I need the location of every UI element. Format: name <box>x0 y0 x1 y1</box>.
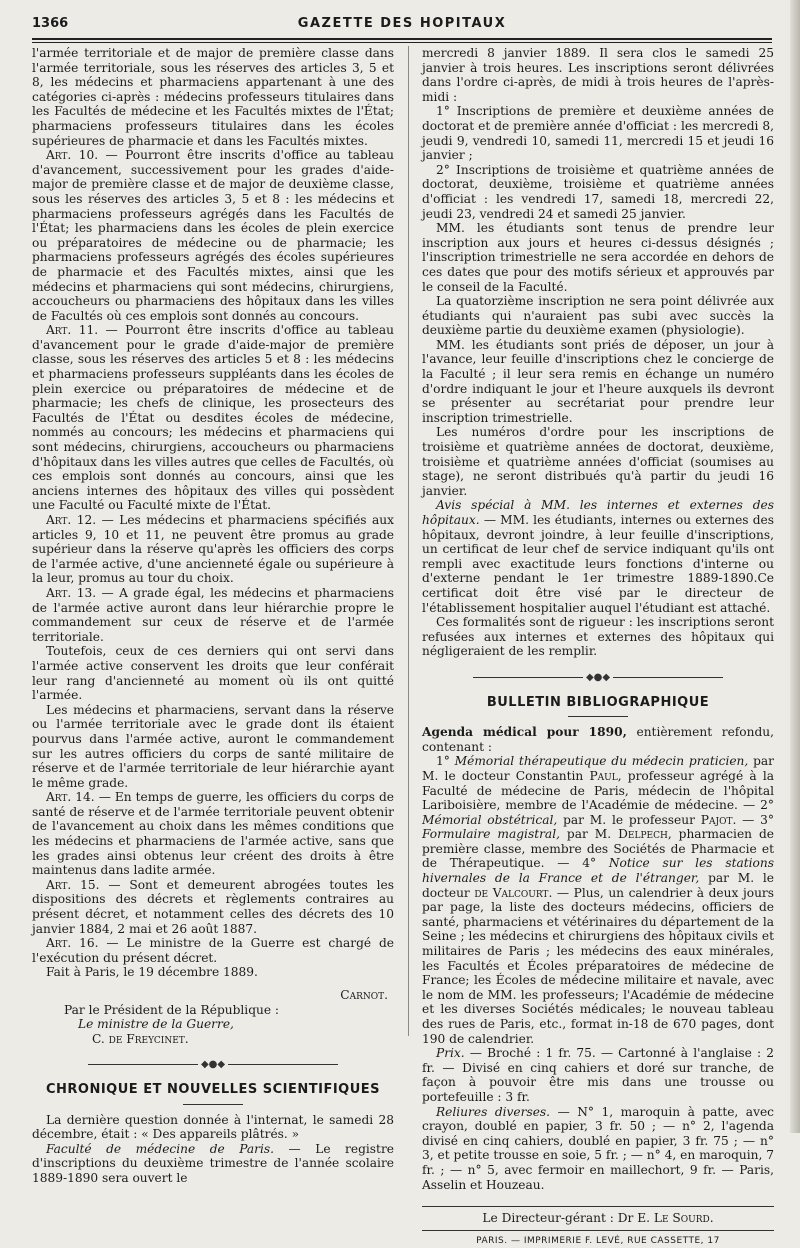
minister-surname: Freycinet. <box>122 1031 189 1046</box>
reliures-text: — N° 1, maroquin à patte, avec crayon, doublé en papier, 3 fr. 50 ; — n° 2, l'agenda divisé en cinq cahiers, doublé en papier, 3 fr. 75 ; — n° 3, et petite trousse en soie, 5 fr. ; — n° 4, en maroquin, 7 fr. ; — n° 5, avec fermoir en maillechort, 9 fr. — Paris, Asselin et Houzeau. <box>422 1104 775 1192</box>
article-13 <box>32 586 394 644</box>
agenda-item-by: par M. le docteur Constantin <box>422 754 774 783</box>
minister-title: Le ministre de la Guerre, <box>78 1017 234 1032</box>
chronique-paragraph: La dernière question donnée à l'internat, le samedi 28 décembre, était : « Des appareils plâtrés. » <box>32 1112 394 1142</box>
paragraph-formalites: Ces formalités sont de rigueur : les inscriptions seront refusées aux internes et externes des hôpitaux qui négligeraient de les remplir. <box>422 615 774 659</box>
chronique-heading: CHRONIQUE ET NOUVELLES SCIENTIFIQUES <box>45 1081 381 1097</box>
agenda-item-author: de Valcourt <box>474 885 549 900</box>
article-label: Art. 13. <box>46 585 97 600</box>
article-label: Art. 12. <box>46 513 97 527</box>
agenda-item-author: Delpech <box>618 827 668 842</box>
agenda-item-title: Formulaire magistral, <box>422 827 560 842</box>
paragraph-continuation: mercredi 8 janvier 1889. Il sera clos le samedi 25 janvier à trois heures. Les inscriptions seront délivrées dans l'ordre ci-après, de midi à trois heures de l'après-midi : <box>422 46 774 104</box>
agenda-item-author: Pajot <box>700 812 733 827</box>
agenda-item-rest: , professeur agrégé à la Faculté de médecine de Paris, médecin de l'hôpital Lariboisière, membre de l'Académie de médecine. — 2° <box>422 768 774 813</box>
avis-label: Avis spécial à MM. les internes et externes des hôpitaux. <box>422 498 774 527</box>
gerant-prefix: Le Directeur-gérant : Dr E. <box>482 1211 654 1226</box>
gerant-suffix: . <box>709 1211 714 1226</box>
agenda-item-prefix: 1° <box>436 754 455 769</box>
paragraph-intro: l'armée territoriale et de major de première classe dans l'armée territoriale, sous les réserves des articles 3, 5 et 8, les médecins et pharmaciens appartenant à une des catégories ci-après : médecins professeurs titulaires dans les Facultés de médecine et les Facultés mixtes de l'État; pharmaciens professeurs titulaires dans les écoles supérieures de pharmacie et dans les Facultés mixtes. <box>32 46 394 148</box>
article-text: — A grade égal, les médecins et pharmaciens de l'armée active auront dans leur hiérarchie propre le commandement sur ceux de réserve et de l'armée territoriale. <box>32 585 394 644</box>
paragraph-order-numbers: Les numéros d'ordre pour les inscriptions de troisième et quatrième années de doctorat, deuxième, troisième et quatrième années d'officiat (soumises au stage), ne seront distribués qu'à partir du jeudi 16 janvier. <box>422 425 774 498</box>
article-text: — Pourront être inscrits d'office au tableau d'avancement pour le grade d'aide-major de première classe, sous les réserves des articles 5 et 8 : les médecins et pharmaciens professeurs suppléants dans les écoles de plein exercice ou préparatoires de médecine et de pharmacie; les chefs de clinique, les prosecteurs des Facultés de l'État ou desdites écoles de médecine, nommés au concours; les médecins et pharmaciens qui sont médecins, chirurgiens, accoucheurs ou pharmaciens d'hôpitaux dans les villes autres que celles de Facultés, où ces emplois sont donnés au concours, ainsi que les anciens internes des hôpitaux des villes qui possèdent une Faculté ou Faculté mixte de l'État. <box>32 323 394 513</box>
agenda-item-author: Paul <box>589 768 618 783</box>
paragraph-inscriptions-2: 2° Inscriptions de troisième et quatrième années de doctorat, deuxième, troisième et quatrième années d'officiat : les vendredi 17, samedi 18, mercredi 22, jeudi 23, vendredi 24 et samedi 25 janvier. <box>422 162 774 221</box>
directeur-gerant-line <box>422 1211 774 1226</box>
heading-rule <box>568 716 628 717</box>
article-10 <box>32 148 394 323</box>
article-15 <box>32 878 394 936</box>
article-label: Art. 16. <box>46 936 99 951</box>
faculte-text: — Le registre d'inscriptions du deuxième trimestre de l'année scolaire 1889-1890 sera ouvert le <box>32 1141 394 1185</box>
journal-title: GAZETTE DES HOPITAUX <box>297 16 507 31</box>
agenda-label: Agenda médical pour 1890, <box>422 725 627 740</box>
header-rule <box>32 38 772 43</box>
prix-text: — Broché : 1 fr. 75. — Cartonné à l'anglaise : 2 fr. — Divisé en cinq cahiers et doré sur tranche, de façon à pouvoir être mis dans une trousse ou portefeuille : 3 fr. <box>422 1046 774 1104</box>
article-11 <box>32 323 394 513</box>
agenda-item-rest: . — 3° <box>732 812 774 827</box>
agenda-item-title: Notice sur les stations hivernales de la France et de l'étranger, <box>422 856 774 886</box>
agenda-item-by: par M. <box>559 827 619 842</box>
article-label: Art. 10. <box>46 148 99 163</box>
page-number: 1366 <box>32 16 69 31</box>
section-ornament: ◆●◆ <box>32 1058 394 1073</box>
article-label: Art. 14. <box>46 790 95 805</box>
agenda-item-title: Mémorial obstétrical, <box>422 812 558 827</box>
minister-name <box>32 1032 394 1047</box>
gerant-name: Le Sourd <box>653 1211 710 1226</box>
minister-particle: de <box>108 1031 123 1046</box>
paragraph-students-required: MM. les étudiants sont tenus de prendre leur inscription aux jours et heures ci-dessus désignés ; l'inscription trimestrielle ne sera accordée en dehors de ces dates que pour des motifs sérieux et approuvés par le conseil de la Faculté. <box>422 221 774 294</box>
agenda-item-by: par M. le professeur <box>557 812 701 827</box>
by-president-line: Par le Président de la République : <box>64 1002 280 1017</box>
prix-label: Prix. <box>436 1046 465 1061</box>
paragraph-deposit: MM. les étudiants sont priés de déposer, un jour à l'avance, leur feuille d'inscriptions chez le concierge de la Faculté ; il leur sera remis en échange un numéro d'ordre indiquant le jour et l'heure auxquels ils devront se présenter au secrétariat pour prendre leur inscription trimestrielle. <box>422 337 774 425</box>
agenda-item-rest: . — Plus, un calendrier à deux jours par page, la liste des docteurs médecins, officiers de santé, pharmaciens et vétérinaires du département de la Seine ; les médecins et chirurgiens des hôpitaux civils et militaires de Paris ; les médecins des eaux minérales, les Facultés et Écoles préparatoires de médecine de France; les Écoles de médecine militaire et navale, avec le nom de MM. les professeurs; l'Académie de médecine et les diverses Sociétés médicales; le nouveau tableau des rues de Paris, etc., format in-18 de 670 pages, dont 190 de calendrier. <box>422 885 774 1046</box>
bulletin-heading: BULLETIN BIBLIOGRAPHIQUE <box>486 694 710 710</box>
article-text: — Sont et demeurent abrogées toutes les dispositions des décrets et règlements contraires au présent décret, et notamment celles des décrets des 10 janvier 1884, 2 mai et 26 août 1887. <box>32 877 394 936</box>
page-edge-shadow <box>790 0 800 1133</box>
printer-imprint: PARIS. — IMPRIMERIE F. LEVÉ, RUE CASSETTE, 17 <box>422 1230 774 1248</box>
article-14 <box>32 790 394 878</box>
article-16 <box>32 936 394 965</box>
paragraph-inscriptions-1: 1° Inscriptions de première et deuxième années de doctorat et de première année d'officiat : les mercredi 8, jeudi 9, vendredi 10, samedi 11, mercredi 15 et jeudi 16 janvier ; <box>422 104 774 163</box>
paragraph-prix <box>422 1046 774 1104</box>
article-label: Art. 11. <box>46 323 99 338</box>
footer-rule <box>422 1206 774 1207</box>
paragraph-toutefois: Toutefois, ceux de ces derniers qui ont servi dans l'armée active conservent les droits que leur conférait leur rang d'ancienneté au moment où ils ont quitté l'armée. <box>32 644 394 703</box>
article-text: — Les médecins et pharmaciens spécifiés aux articles 9, 10 et 11, ne peuvent être promus au grade supérieur dans la réserve qu'après les officiers des corps de l'armée active, d'une ancienneté égale ou supérieure à la leur, promus au tour du choix. <box>32 513 394 586</box>
article-text: — En temps de guerre, les officiers du corps de santé de réserve et de l'armée territoriale peuvent obtenir de l'avancement au choix dans les mêmes conditions que les médecins et pharmaciens de l'armée active, sans que les grades ainsi obtenus leur créent des droits à être maintenus dans ladite armée. <box>32 790 394 878</box>
paragraph-reliures <box>422 1105 774 1193</box>
left-column <box>32 46 394 1186</box>
paragraph-reserve: Les médecins et pharmaciens, servant dans la réserve ou l'armée territoriale avec le grade dont ils étaient pourvus dans l'armée active, auront le commandement sur les autres officiers du corps de santé militaire de réserve et de l'armée territoriale de leur hiérarchie ayant le même grade. <box>32 702 394 790</box>
page-header <box>32 14 772 40</box>
agenda-intro <box>422 725 774 754</box>
article-text: — Le ministre de la Guerre est chargé de l'exécution du présent décret. <box>32 936 394 965</box>
reliures-label: Reliures diverses. <box>436 1104 551 1119</box>
agenda-item-by: par M. le docteur <box>422 871 774 900</box>
article-12 <box>32 513 394 586</box>
article-text: — Pourront être inscrits d'office au tableau d'avancement, successivement pour les grades d'aide-major de première classe et de major de deuxième classe, sous les réserves des articles 3, 5 et 8 : les médecins et pharmaciens professeurs agrégés dans les Facultés de l'État; les pharmaciens dans les écoles de plein exercice ou préparatoires de médecine ou de pharmacie; les pharmaciens professeurs agrégés des écoles supérieures de pharmacie et des Facultés mixtes, ainsi que les médecins et pharmaciens qui sont médecins, chirurgiens, accoucheurs ou pharmaciens des hôpitaux dans les villes de Facultés où ces emplois sont donnés au concours. <box>32 148 394 323</box>
faculte-label: Faculté de médecine de Paris. <box>46 1141 275 1156</box>
heading-rule <box>183 1104 243 1105</box>
paragraph-avis-special <box>422 498 774 615</box>
avis-text: — MM. les étudiants, internes ou externes des hôpitaux, devront joindre, à leur feuille d'inscriptions, un certificat de leur chef de service indiquant qu'ils ont rempli avec exactitude leurs fonctions d'interne ou d'externe pendant le 1er trimestre 1889-1890.Ce certificat doit être visé par le directeur de l'établissement hospitalier auquel l'étudiant est attaché. <box>422 513 774 615</box>
article-label: Art. 15. <box>46 877 100 892</box>
agenda-text: entièrement refondu, contenant : <box>422 725 774 754</box>
right-column <box>422 46 774 1248</box>
section-ornament: ◆●◆ <box>422 671 774 686</box>
minister-initial: C. <box>92 1031 109 1046</box>
paragraph-fourteenth: La quatorzième inscription ne sera point délivrée aux étudiants qui n'auraient pas subi avec succès la deuxième partie du deuxième examen (physiologie). <box>422 294 774 338</box>
agenda-item-title: Mémorial thérapeutique du médecin praticien, <box>454 754 749 769</box>
agenda-contents <box>422 754 774 1046</box>
decree-date: Fait à Paris, le 19 décembre 1889. <box>46 965 258 980</box>
faculte-paragraph <box>32 1142 394 1186</box>
agenda-item-rest: , pharmacien de première classe, membre des Sociétés de Pharmacie et de Thérapeutique. — 4° <box>422 827 774 871</box>
signature-carnot: Carnot. <box>340 988 388 1002</box>
column-divider <box>408 46 409 1036</box>
